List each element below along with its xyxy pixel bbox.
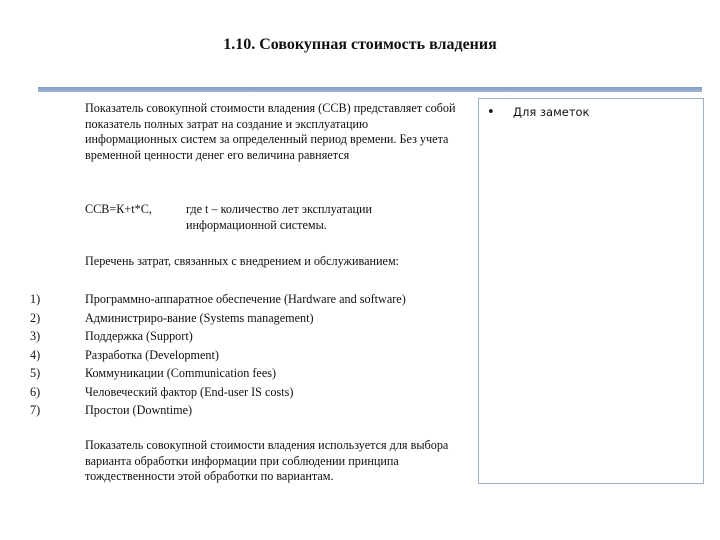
list-label: Программно-аппаратное обеспечение (Hardware and software) [85,292,406,306]
list-label: Человеческий фактор (End-user IS costs) [85,384,294,399]
bullet-icon: • [487,105,495,120]
intro-paragraph: Показатель совокупной стоимости владения (ССВ) представляет собой показатель полных затрат на создание и эксплуатацию информационных систем за определенный период времени. Без учета временной ценности денег его величина равняется [85,101,456,162]
list-number: 5) [30,366,41,380]
list-label: Администриро-вание (Systems management) [85,310,314,325]
notes-label: Для заметок [513,105,590,119]
list-label: Коммуникации (Communication fees) [85,366,277,380]
title-divider [38,87,702,92]
list-label: Поддержка (Support) [85,329,193,343]
list-number: 7) [30,403,41,417]
list-item [30,364,406,383]
list-number: 1) [30,292,41,306]
formula: ССВ=К+t*C, [85,202,152,216]
list-item [30,401,406,420]
notes-panel[interactable] [478,98,704,484]
list-number: 4) [30,347,41,362]
formula-note: где t – количество лет эксплуатации информационной системы. [186,202,373,232]
outro-paragraph: Показатель совокупной стоимости владения используется для выбора варианта обработки информации при соблюдении принципа тождественности этой обработки по вариантам. [85,438,449,483]
list-item [30,290,406,309]
list-item [30,309,406,328]
list-number: 3) [30,329,41,343]
list-number: 2) [30,310,41,325]
list-item [30,346,406,365]
list-item [30,383,406,402]
list-label: Простои (Downtime) [85,403,193,417]
page-title: 1.10. Совокупная стоимость владения [223,36,497,53]
costs-list [30,290,406,420]
list-label: Разработка (Development) [85,347,219,362]
list-number: 6) [30,384,41,399]
costs-heading: Перечень затрат, связанных с внедрением и обслуживанием: [85,254,400,268]
list-item [30,327,406,346]
